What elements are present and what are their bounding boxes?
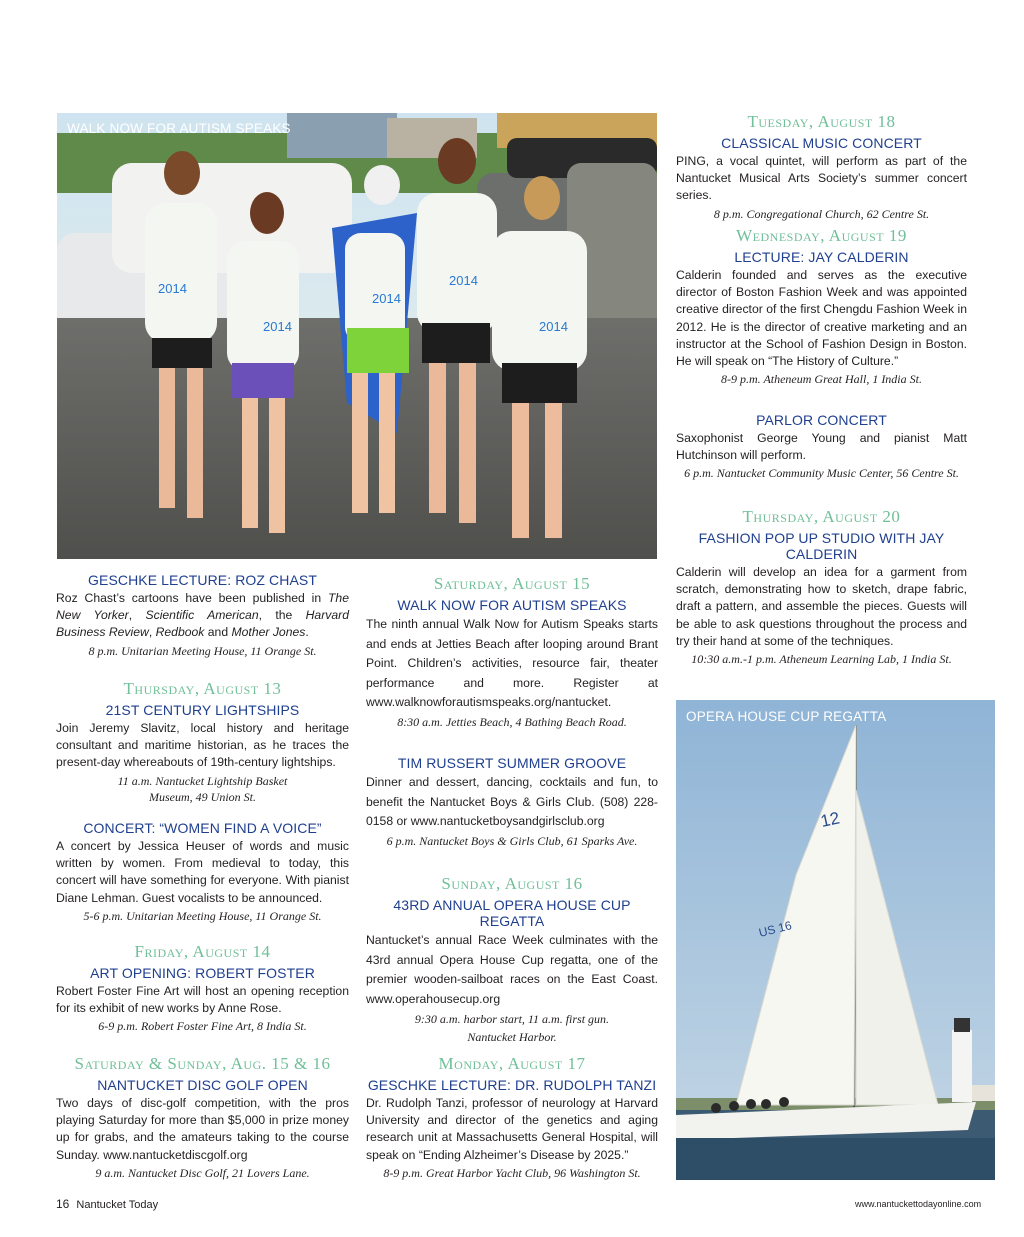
- event-classical-concert: [676, 112, 967, 222]
- event-date: Saturday & Sunday, Aug. 15 & 16: [74, 1054, 331, 1073]
- event-lightships: [56, 679, 349, 805]
- event-date: Thursday, August 13: [123, 679, 282, 698]
- event-description: Roz Chast’s cartoons have been published in The New Yorker, Scientific American, the Harvard Business Review, Redbook and Mother Jones.: [56, 591, 349, 640]
- event-location: 11 a.m. Nantucket Lightship Basket Museum, 49 Union St.: [117, 773, 288, 804]
- shirt-text: 2014: [263, 319, 292, 334]
- regatta-photo-caption: OPERA HOUSE CUP REGATTA: [686, 709, 887, 724]
- shirt-text: 2014: [449, 273, 478, 288]
- event-rudolph-tanzi: [366, 1054, 658, 1181]
- event-date: Wednesday, August 19: [736, 226, 907, 245]
- event-description: Two days of disc-golf competition, with the pros playing Saturday for more than $5,000 in prize money up for grabs, and the amateurs taking to the course Sunday. www.nantucketdiscgolf.org: [56, 1096, 349, 1162]
- shirt-text: 2014: [372, 291, 401, 306]
- event-title: GESCHKE LECTURE: DR. RUDOLPH TANZI: [367, 1077, 657, 1093]
- event-title: 43RD ANNUAL OPERA HOUSE CUP REGATTA: [393, 897, 631, 929]
- event-location: 9:30 a.m. harbor start, 11 a.m. first gun. Nantucket Harbor.: [414, 1012, 610, 1044]
- event-walk-now: [366, 574, 658, 730]
- event-description: Robert Foster Fine Art will host an opening reception for its exhibit of new works by Anne Rose.: [56, 984, 349, 1016]
- event-date: Monday, August 17: [438, 1054, 586, 1073]
- event-location: 8-9 p.m. Atheneum Great Hall, 1 India St.: [721, 372, 922, 387]
- event-description: Dinner and dessert, dancing, cocktails and fun, to benefit the Nantucket Boys & Girls Club. (508) 228-0158 or www.nantucketboysandgirlsclub.org: [366, 775, 658, 828]
- sail-number: 12: [818, 808, 842, 831]
- event-location: 10:30 a.m.-1 p.m. Atheneum Learning Lab, 1 India St.: [691, 652, 952, 667]
- event-date: Friday, August 14: [134, 942, 271, 961]
- event-description: Saxophonist George Young and pianist Matt Hutchinson will perform.: [676, 431, 967, 463]
- event-title: CONCERT: “WOMEN FIND A VOICE”: [83, 820, 322, 836]
- event-disc-golf: [56, 1054, 349, 1181]
- event-title: GESCHKE LECTURE: ROZ CHAST: [88, 572, 317, 588]
- event-description: The ninth annual Walk Now for Autism Speaks starts and ends at Jetties Beach after looping around Brant Point. Children’s activities, resource fair, theater performance and more. Register at www.walknowforautismspeaks.org/nantucket.: [366, 617, 658, 709]
- event-roz-chast: [56, 572, 349, 659]
- event-location: 8-9 p.m. Great Harbor Yacht Club, 96 Washington St.: [383, 1165, 641, 1180]
- event-description: PING, a vocal quintet, will perform as part of the Nantucket Musical Arts Society’s summer concert series.: [676, 154, 967, 203]
- event-title: 21ST CENTURY LIGHTSHIPS: [105, 702, 300, 718]
- event-fashion-pop-up: [676, 507, 967, 667]
- event-location: 8:30 a.m. Jetties Beach, 4 Bathing Beach Road.: [397, 714, 627, 729]
- event-date: Saturday, August 15: [433, 574, 591, 593]
- event-location: 9 a.m. Nantucket Disc Golf, 21 Lovers Lane.: [95, 1165, 310, 1180]
- event-title: LECTURE: JAY CALDERIN: [734, 249, 909, 265]
- event-description: Calderin will develop an idea for a garment from scratch, demonstrating how to sketch, drape fabric, draft a pattern, and assemble the pieces. Guests will be able to ask questions throughout the process and try their hand at some of the techniques.: [676, 565, 967, 648]
- event-location: 6 p.m. Nantucket Community Music Center, 56 Centre St.: [684, 466, 959, 481]
- event-women-find-a-voice: [56, 820, 349, 924]
- event-robert-foster: [56, 942, 349, 1034]
- event-location: 8 p.m. Congregational Church, 62 Centre St.: [713, 206, 930, 221]
- event-title: WALK NOW FOR AUTISM SPEAKS: [397, 597, 627, 613]
- event-title: PARLOR CONCERT: [756, 412, 887, 428]
- page-footer-left: [56, 1197, 158, 1211]
- shirt-text: 2014: [158, 281, 187, 296]
- page-number: 16: [56, 1197, 70, 1211]
- shirt-text: 2014: [539, 319, 568, 334]
- website-url: www.nantuckettodayonline.com: [855, 1199, 982, 1209]
- event-date: Sunday, August 16: [441, 874, 583, 893]
- event-date: Tuesday, August 18: [747, 112, 896, 131]
- event-description: Calderin founded and serves as the executive director of Boston Fashion Week and was appointed creative director of the first Chengdu Fashion Week in 2012. He is the director of creative marketing and an instructor at the School of Fashion Design in Boston. He will speak on “The History of Culture.”: [676, 268, 967, 369]
- event-description: Dr. Rudolph Tanzi, professor of neurology at Harvard University and director of the genetics and aging research unit at Massachusetts General Hospital, will speak on “Ending Alzheimer’s Disease by 2025.”: [366, 1096, 658, 1162]
- event-opera-house-cup: [366, 874, 658, 1046]
- event-parlor-concert: [676, 412, 967, 481]
- event-summer-groove: [366, 755, 658, 849]
- event-location: 6 p.m. Nantucket Boys & Girls Club, 61 Sparks Ave.: [386, 833, 638, 848]
- event-description: A concert by Jessica Heuser of words and music written by women. From medieval to today, this concert will have something for everyone. With pianist Diane Lehman. Guest vocalists to be announced.: [56, 839, 349, 905]
- event-title: ART OPENING: ROBERT FOSTER: [90, 965, 315, 981]
- walk-photo-caption: WALK NOW FOR AUTISM SPEAKS: [67, 121, 291, 136]
- event-title: NANTUCKET DISC GOLF OPEN: [97, 1077, 308, 1093]
- event-jay-calderin-lecture: [676, 226, 967, 387]
- walk-photo-illustration: [57, 113, 657, 559]
- publication-name: Nantucket Today: [76, 1199, 159, 1211]
- event-location: 6-9 p.m. Robert Foster Fine Art, 8 India St.: [98, 1019, 307, 1034]
- regatta-photo-illustration: [676, 700, 995, 1180]
- walk-photo: [57, 113, 657, 559]
- event-description: Join Jeremy Slavitz, local history and heritage consultant and maritime historian, as he traces the present-day whereabouts of 19th-century lightships.: [56, 721, 349, 770]
- event-title: TIM RUSSERT SUMMER GROOVE: [397, 755, 627, 771]
- event-location: 8 p.m. Unitarian Meeting House, 11 Orange St.: [88, 643, 317, 658]
- regatta-photo: [676, 700, 995, 1180]
- hull-text: US 16: [757, 918, 794, 940]
- event-description: Nantucket’s annual Race Week culminates with the 43rd annual Opera House Cup regatta, one of the premier wooden-sailboat races on the East Coast. www.operahousecup.org: [366, 933, 658, 1006]
- event-location: 5-6 p.m. Unitarian Meeting House, 11 Orange St.: [83, 908, 322, 923]
- event-date: Thursday, August 20: [742, 507, 901, 526]
- event-title: CLASSICAL MUSIC CONCERT: [721, 135, 922, 151]
- event-title: FASHION POP UP STUDIO WITH JAY CALDERIN: [698, 530, 945, 562]
